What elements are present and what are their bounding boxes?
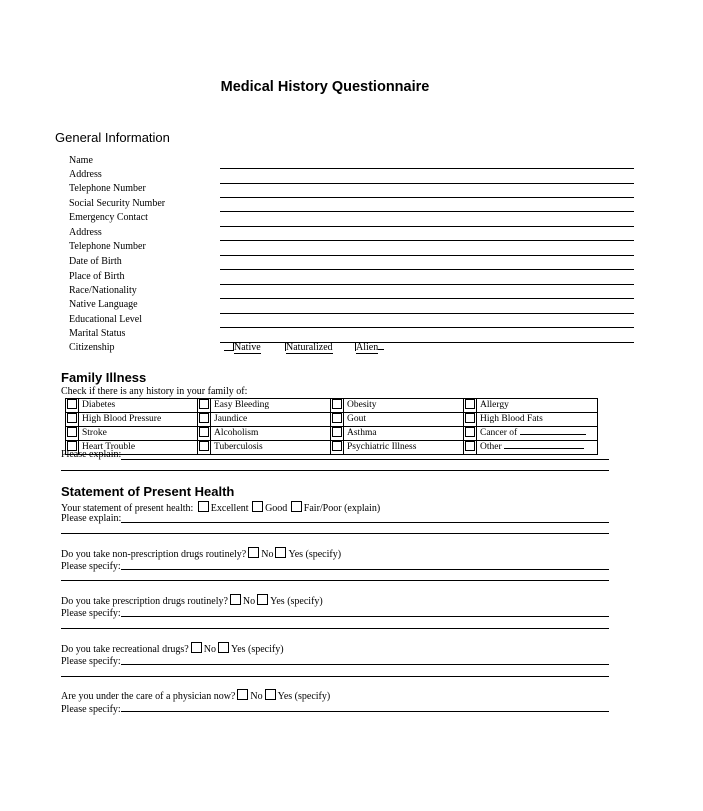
- psychiatric-illness-checkbox[interactable]: [331, 441, 344, 455]
- emergency-address-label: Address: [69, 227, 102, 238]
- jaundice-label: Jaundice: [211, 413, 331, 427]
- no-checkbox[interactable]: [230, 594, 241, 605]
- naturalized-label: Naturalized: [286, 342, 333, 353]
- gout-label: Gout: [344, 413, 464, 427]
- checkbox-icon[interactable]: [199, 413, 209, 423]
- high-blood-fats-checkbox[interactable]: [464, 413, 477, 427]
- good-label: Good: [265, 503, 288, 514]
- alcoholism-checkbox[interactable]: [198, 427, 211, 441]
- other-field[interactable]: [504, 448, 584, 449]
- checkbox-icon[interactable]: [465, 413, 475, 423]
- tuberculosis-label: Tuberculosis: [211, 441, 331, 455]
- yes-label: Yes (specify): [230, 644, 284, 655]
- ssn-label: Social Security Number: [69, 198, 166, 209]
- citizenship-naturalized-option[interactable]: [277, 342, 333, 353]
- question-row: [61, 689, 330, 702]
- name-field[interactable]: [220, 168, 634, 169]
- emergency-telephone-field[interactable]: [220, 255, 634, 256]
- cancer-field[interactable]: [520, 434, 586, 435]
- checkbox-icon[interactable]: [199, 427, 209, 437]
- no-label: No: [261, 549, 274, 560]
- alcoholism-label: Alcoholism: [211, 427, 331, 441]
- other-label: Other: [480, 442, 502, 452]
- present-explain-label: Please explain:: [61, 513, 122, 524]
- table-row: [66, 413, 598, 427]
- high-blood-fats-label: High Blood Fats: [477, 413, 598, 427]
- question-text: Are you under the care of a physician now?: [61, 691, 236, 702]
- place-of-birth-label: Place of Birth: [69, 271, 125, 282]
- yes-label: Yes (specify): [270, 596, 323, 607]
- checkbox-icon[interactable]: [199, 441, 209, 451]
- yes-checkbox[interactable]: [218, 642, 229, 653]
- other-cell: [477, 441, 598, 455]
- family-instruction: Check if there is any history in your family of:: [61, 386, 248, 397]
- checkbox-icon[interactable]: [332, 399, 342, 409]
- citizenship-line: [390, 342, 634, 343]
- family-explain-label: Please explain:: [61, 449, 122, 460]
- no-checkbox[interactable]: [237, 689, 248, 700]
- emergency-address-field[interactable]: [220, 240, 634, 241]
- excellent-label: Excellent: [210, 503, 249, 514]
- checkbox-icon[interactable]: [332, 427, 342, 437]
- yes-checkbox[interactable]: [265, 689, 276, 700]
- asthma-label: Asthma: [344, 427, 464, 441]
- psychiatric-illness-label: Psychiatric Illness: [344, 441, 464, 455]
- specify-field-2[interactable]: [61, 580, 609, 581]
- checkbox-icon[interactable]: [465, 427, 475, 437]
- question-text: Do you take recreational drugs?: [61, 644, 189, 655]
- no-label: No: [250, 691, 263, 702]
- easy-bleeding-checkbox[interactable]: [198, 399, 211, 413]
- naturalized-checkbox-icon[interactable]: [277, 343, 286, 351]
- table-row: [66, 427, 598, 441]
- present-explain-field[interactable]: [121, 522, 609, 523]
- name-label: Name: [69, 155, 93, 166]
- question-row: [61, 547, 341, 560]
- present-health-heading: Statement of Present Health: [61, 484, 235, 499]
- specify-field-2[interactable]: [61, 676, 609, 677]
- date-of-birth-field[interactable]: [220, 269, 634, 270]
- stroke-checkbox[interactable]: [66, 427, 79, 441]
- native-language-field[interactable]: [220, 313, 634, 314]
- cancer-cell: [477, 427, 598, 441]
- emergency-contact-field[interactable]: [220, 226, 634, 227]
- specify-field[interactable]: [121, 711, 609, 712]
- family-illness-heading: Family Illness: [61, 370, 147, 385]
- specify-field-2[interactable]: [61, 628, 609, 629]
- gout-checkbox[interactable]: [331, 413, 344, 427]
- emergency-contact-label: Emergency Contact: [69, 212, 148, 223]
- educational-level-field[interactable]: [220, 327, 634, 328]
- no-label: No: [242, 596, 256, 607]
- asthma-checkbox[interactable]: [331, 427, 344, 441]
- jaundice-checkbox[interactable]: [198, 413, 211, 427]
- general-information-heading: General Information: [55, 130, 170, 145]
- stroke-label: Stroke: [79, 427, 198, 441]
- native-label: Native: [234, 342, 261, 353]
- yes-label: Yes (specify): [288, 549, 342, 560]
- citizenship-native-option[interactable]: [224, 342, 261, 353]
- question-row: [61, 594, 323, 607]
- native-checkbox-icon[interactable]: [224, 342, 234, 351]
- citizenship-alien-option[interactable]: [347, 342, 384, 353]
- educational-level-label: Educational Level: [69, 314, 143, 325]
- table-row: [66, 441, 598, 455]
- checkbox-icon[interactable]: [67, 399, 77, 409]
- specify-field[interactable]: [121, 569, 609, 570]
- address-label: Address: [69, 169, 102, 180]
- specify-field[interactable]: [121, 616, 609, 617]
- fair-poor-label: Fair/Poor (explain): [303, 503, 381, 514]
- native-language-label: Native Language: [69, 299, 138, 310]
- family-explain-field[interactable]: [121, 459, 609, 460]
- specify-field[interactable]: [121, 664, 609, 665]
- heart-trouble-label: Heart Trouble: [79, 441, 198, 455]
- marital-status-label: Marital Status: [69, 328, 126, 339]
- question-row: [61, 642, 284, 655]
- no-checkbox[interactable]: [248, 547, 259, 558]
- telephone-field[interactable]: [220, 197, 634, 198]
- page-title: Medical History Questionnaire: [220, 79, 430, 95]
- checkbox-icon[interactable]: [199, 399, 209, 409]
- present-explain-field-2[interactable]: [61, 533, 609, 534]
- good-checkbox[interactable]: [252, 501, 263, 512]
- allergy-label: Allergy: [477, 399, 598, 413]
- tuberculosis-checkbox[interactable]: [198, 441, 211, 455]
- specify-label: Please specify:: [61, 561, 121, 572]
- question-text: Do you take prescription drugs routinely?: [61, 596, 228, 607]
- cancer-checkbox[interactable]: [464, 427, 477, 441]
- checkbox-icon[interactable]: [465, 399, 475, 409]
- obesity-label: Obesity: [344, 399, 464, 413]
- race-nationality-label: Race/Nationality: [69, 285, 137, 296]
- address-field[interactable]: [220, 183, 634, 184]
- easy-bleeding-label: Easy Bleeding: [211, 399, 331, 413]
- no-label: No: [203, 644, 216, 655]
- telephone-label: Telephone Number: [69, 183, 146, 194]
- race-nationality-field[interactable]: [220, 298, 634, 299]
- excellent-checkbox[interactable]: [198, 501, 209, 512]
- checkbox-icon[interactable]: [465, 441, 475, 451]
- allergy-checkbox[interactable]: [464, 399, 477, 413]
- question-text: Do you take non-prescription drugs routinely?: [61, 549, 247, 560]
- no-checkbox[interactable]: [191, 642, 202, 653]
- checkbox-icon[interactable]: [67, 427, 77, 437]
- fair-poor-checkbox[interactable]: [291, 501, 302, 512]
- date-of-birth-label: Date of Birth: [69, 256, 122, 267]
- checkbox-icon[interactable]: [332, 441, 342, 451]
- obesity-checkbox[interactable]: [331, 399, 344, 413]
- ssn-field[interactable]: [220, 211, 634, 212]
- place-of-birth-field[interactable]: [220, 284, 634, 285]
- diabetes-label: Diabetes: [79, 399, 198, 413]
- family-explain-field-2[interactable]: [61, 470, 609, 471]
- yes-checkbox[interactable]: [257, 594, 268, 605]
- specify-label: Please specify:: [61, 704, 121, 715]
- family-illness-table: [65, 398, 598, 455]
- checkbox-icon[interactable]: [67, 413, 77, 423]
- specify-label: Please specify:: [61, 608, 121, 619]
- specify-label: Please specify:: [61, 656, 121, 667]
- table-row: [66, 399, 598, 413]
- checkbox-icon[interactable]: [332, 413, 342, 423]
- citizenship-label: Citizenship: [69, 342, 115, 353]
- yes-checkbox[interactable]: [275, 547, 286, 558]
- other-checkbox[interactable]: [464, 441, 477, 455]
- diabetes-checkbox[interactable]: [66, 399, 79, 413]
- emergency-telephone-label: Telephone Number: [69, 241, 146, 252]
- alien-checkbox-icon[interactable]: [347, 343, 356, 351]
- cancer-label: Cancer of: [480, 428, 518, 438]
- present-health-statement-label: Your statement of present health:: [61, 503, 194, 514]
- high-blood-pressure-checkbox[interactable]: [66, 413, 79, 427]
- alien-label: Alien: [356, 342, 379, 353]
- high-blood-pressure-label: High Blood Pressure: [79, 413, 198, 427]
- yes-label: Yes (specify): [277, 691, 331, 702]
